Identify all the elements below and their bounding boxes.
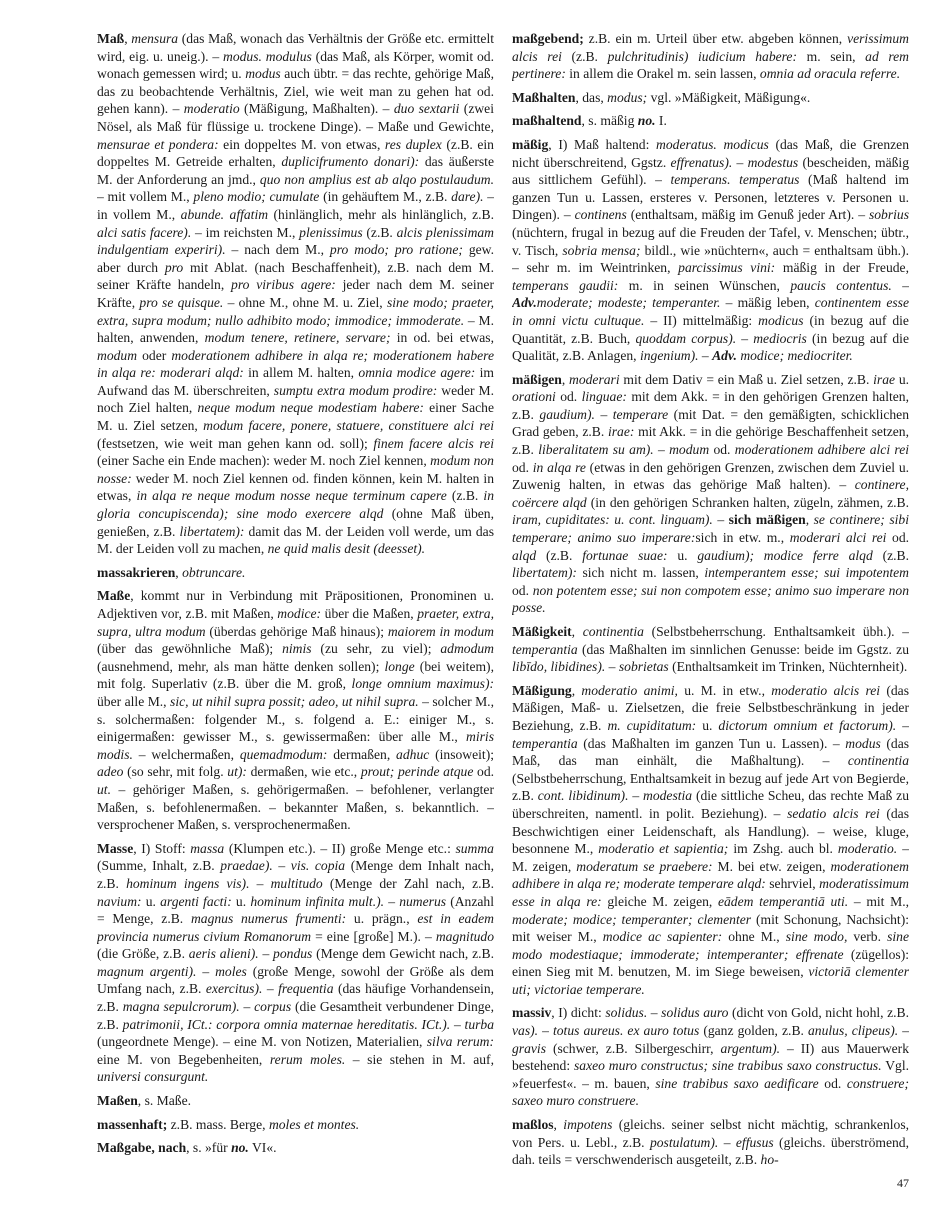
entry-definition: , obtruncare. bbox=[175, 564, 246, 580]
entry-headword: massiv bbox=[512, 1005, 552, 1021]
entry-headword: Maßen bbox=[97, 1093, 138, 1109]
entry-headword: Masse bbox=[97, 840, 134, 856]
entry-headword: mäßig bbox=[512, 136, 549, 152]
dictionary-entry bbox=[512, 30, 909, 83]
entry-headword: massenhaft; bbox=[97, 1116, 168, 1132]
entry-definition: , s. mäßig no. I. bbox=[581, 113, 667, 129]
left-column bbox=[97, 30, 494, 1180]
entry-headword: Mäßigkeit bbox=[512, 624, 572, 639]
entry-definition: , moderatio animi, u. M. in etw., moderatio alcis rei (das Mäßigen, Maß- u. Zielsetzen, die freie Selbstbeschränkung in jeder Beziehung, z.B. m. cupiditatum: u. dictorum omnium et factorum). – temperantia (das Maßhalten im ganzen Tun u. Lassen). – modus (das Maß, das man einhält, die Maßhaltung). – continentia (Selbstbeherrschung, Enthaltsamkeit in bezug auf jede Art von Begierde, z.B. cont. libidinum). – modestia (die sittliche Scheu, das rechte Maß zu überschreiten, namentl. in polit. Beziehung). – sedatio alcis rei (das Beschwichtigen einer Leidenschaft, als Handlung). – weise, kluge, besonnene M., moderatio et sapientia; im Zshg. auch bl. moderatio. – M. zeigen, moderatum se praebere: M. bei etw. zeigen, moderationem adhibere in alqa re; moderate temperare alqd: sehrviel, moderatissimum esse in alqa re: gleiche M. zeigen, eādem temperantiā uti. – mit M., moderate; modice; temperanter; clementer (mit Schonung, Nachsicht): mit weiser M., modice ac sapienter: ohne M., sine modo, verb. sine modo modestiaque; immoderate; intemperanter; effrenate (zügellos): einen Sieg mit M. benutzen, M. im Siege beweisen, victoriā clementer uti; victoriae temperare. bbox=[512, 682, 909, 997]
entry-definition: z.B. ein m. Urteil über etw. abgeben können, verissimum alcis rei (z.B. pulchritudinis) iudicium habere: m. sein, ad rem pertinere: in allem die Orakel m. sein lassen, omnia ad oracula referre. bbox=[512, 31, 909, 82]
dictionary-entry bbox=[512, 371, 909, 617]
dictionary-entry bbox=[512, 1116, 909, 1169]
dictionary-entry bbox=[97, 840, 494, 1086]
dictionary-entry bbox=[512, 1004, 909, 1110]
entry-headword: Mäßigung bbox=[512, 682, 572, 698]
right-column bbox=[512, 30, 909, 1180]
entry-headword: mäßigen bbox=[512, 371, 562, 387]
entry-headword: Maßhalten bbox=[512, 89, 576, 105]
entry-definition: z.B. mass. Berge, moles et montes. bbox=[167, 1116, 360, 1132]
entry-definition: , impotens (gleichs. seiner selbst nicht mächtig, schrankenlos, von Pers. u. Lebl., z.B. postulatum). – effusus (gleichs. überströmend, dah. teils = verschwenderisch ausgeteilt, z.B. ho- bbox=[512, 1117, 909, 1168]
entry-headword: Maßgabe, nach bbox=[97, 1140, 187, 1156]
dictionary-entry bbox=[512, 682, 909, 999]
entry-headword: maßlos bbox=[512, 1117, 554, 1133]
dictionary-page bbox=[97, 30, 909, 1180]
dictionary-entry bbox=[97, 1092, 494, 1110]
dictionary-entry bbox=[512, 89, 909, 107]
entry-definition: , das, modus; vgl. »Mäßigkeit, Mäßigung«. bbox=[575, 89, 811, 105]
dictionary-entry bbox=[97, 1139, 494, 1157]
entry-definition: , I) Stoff: massa (Klumpen etc.). – II) große Menge etc.: summa (Summe, Inhalt, z.B. praedae). – vis. copia (Menge dem Inhalt nach, z.B. hominum ingens vis). – multitudo (Menge der Zahl nach, z.B. navium: u. argenti facti: u. hominum infinita mult.). – numerus (Anzahl = Menge, z.B. magnus numerus frumenti: u. prägn., est in eadem provincia numerus civium Romanorum = eine [große] M.). – magnitudo (die Größe, z.B. aeris alieni). – pondus (Menge dem Gewicht nach, z.B. magnum argenti). – moles (große Menge, sowohl der Größe als dem Umfang nach, z.B. exercitus). – frequentia (das häufige Vorhandensein, z.B. magna sepulcrorum). – corpus (die Gesamtheit verbundener Dinge, z.B. patrimonii, ICt.: corpora omnia maternae hereditatis. ICt.). – turba (ungeordnete Menge). – eine M. von Notizen, Materialien, silva rerum: eine M. von Begebenheiten, rerum moles. – sie stehen in M. auf, universi consurgunt. bbox=[97, 840, 494, 1085]
entry-definition: , s. »für no. VI«. bbox=[186, 1140, 277, 1156]
dictionary-entry bbox=[97, 564, 494, 582]
entry-definition: , I) dicht: solidus. – solidus auro (dicht von Gold, nicht hohl, z.B. vas). – totus aureus. ex auro totus (ganz golden, z.B. anulus, clipeus). – gravis (schwer, z.B. Silbergeschirr, argentum). – II) aus Mauerwerk bestehend: saxeo muro constructus; sine trabibus saxo constructus. Vgl. »feuerfest«. – m. bauen, sine trabibus saxo aedificare od. construere; saxeo muro construere. bbox=[512, 1005, 909, 1109]
dictionary-entry bbox=[97, 30, 494, 558]
entry-headword: maßgebend; bbox=[512, 31, 584, 46]
entry-definition: , mensura (das Maß, wonach das Verhältnis der Größe etc. ermittelt wird, eig. u. uneig.). – modus. modulus (das Maß, als Körper, womit od. wonach gemessen wird; u. modus auch übtr. = das rechte, gehörige Maß, das zu beobachtende Verhältnis, Ziel, wie weit man zu gehen hat od. gehen kann). – moderatio (Mäßigung, Maßhalten). – duo sextarii (zwei Nösel, als Maß für flüssige u. trockene Dinge). – Maße und Gewichte, mensurae et pondera: ein doppeltes M. von etwas, res duplex (z.B. ein doppeltes M. Getreide erhalten, duplicifrumento donari): das äußerste M. der Anforderung an jmd., quo non amplius est ab alqo postulaudum. – mit vollem M., pleno modio; cumulate (in gehäuftem M., z.B. dare). – in vollem M., abunde. affatim (hinlänglich, mehr als hinlänglich, z.B. alci satis facere). – im reichsten M., plenissimus (z.B. alcis plenissimam indulgentiam experiri). – nach dem M., pro modo; pro ratione; gew. aber durch pro mit Ablat. (nach Beschaffenheit), z.B. nach dem M. seiner Kräfte handeln, pro viribus agere: jeder nach dem M. seiner Kräfte, pro se quisque. – ohne M., ohne M. u. Ziel, sine modo; praeter, extra, supra modum; nullo adhibito modo; immodice; immoderate. – M. halten, anwenden, modum tenere, retinere, servare; in od. bei etwas, modum oder moderationem adhibere in alqa re; moderationem habere in alqa re: moderari alqd: in allem M. halten, omnia modice agere: im Aufwand das M. überschreiten, sumptu extra modum prodire: weder M. noch Ziel halten, neque modum neque modestiam habere: einer Sache M. u. Ziel setzen, modum facere, ponere, statuere, constituere alci rei (festsetzen, wie weit man gehen kann od. soll); finem facere alcis rei (einer Sache ein Ende machen): weder M. noch Ziel kennen, modum non nosse: weder M. noch Ziel kennen od. finden können, kein M. halten in etwas, in alqa re neque modum nosse neque terminum capere (z.B. in gloria concupiscenda); sine modo exercere alqd (ohne Maß üben, genießen, z.B. libertatem): damit das M. der Leiden voll werde, um das M. der Leiden voll zu machen, ne quid malis desit (deesset). bbox=[97, 31, 494, 557]
entry-headword: Maß bbox=[97, 31, 125, 46]
entry-headword: maßhaltend bbox=[512, 113, 582, 129]
entry-headword: massakrieren bbox=[97, 564, 176, 580]
entry-definition: , moderari mit dem Dativ = ein Maß u. Ziel setzen, z.B. irae u. orationi od. linguae: mit dem Akk. = in den gehörigen Grenzen halten, z.B. gaudium). – temperare (mit Dat. = den gemäßigten, schicklichen Grad geben, z.B. irae: mit Akk. = in die gehörige Beschaffenheit setzen, z.B. liberalitatem su am). – modum od. moderationem adhibere alci rei od. in alqa re (etwas in den gehörigen Grenzen, zwischen dem Zuviel u. Zuwenig halten, in etwas das gehörige Maß halten). – continere, coërcere alqd (in den gehörigen Schranken halten, zügeln, zähmen, z.B. iram, cupiditates: u. cont. linguam). – sich mäßigen, se continere; sibi temperare; animo suo imperare:sich in etw. m., moderari alci rei od. alqd (z.B. fortunae suae: u. gaudium); modice ferre alqd (z.B. libertatem): sich nicht m. lassen, intemperantem esse; sui impotentem od. non potentem esse; sui non compotem esse; animo suo imperare non posse. bbox=[512, 371, 909, 616]
entry-definition: , I) Maß haltend: moderatus. modicus (das Maß, die Grenzen nicht überschreitend, Ggstz. effrenatus). – modestus (bescheiden, mäßig aus sittlichem Gefühl). – temperans. temperatus (Maß haltend im ganzen Tun u. Lassen, ersteres v. Personen, letzteres v. Personen u. Dingen). – continens (enthaltsam, mäßig im Genuß jeder Art). – sobrius (nüchtern, frugal in bezug auf die Freuden der Tafel, v. Menschen; übtr., v. Tisch, sobria mensa; bildl., wie »nüchtern«, auch = enthaltsam übh.). – sehr m. im Weintrinken, parcissimus vini: mäßig in der Freude, temperans gaudii: m. in seinen Wünschen, paucis contentus. – Adv.moderate; modeste; temperanter. – mäßig leben, continentem esse in omni victu cultuque. – II) mittelmäßig: modicus (in bezug auf die Quantität, z.B. Buch, quoddam corpus). – mediocris (in bezug auf die Qualität, z.B. Anlagen, ingenium). – Adv. modice; mediocriter. bbox=[512, 136, 909, 364]
entry-definition: , kommt nur in Verbindung mit Präpositionen, Pronominen u. Adjektiven vor, z.B. mit Maßen, modice: über die Maßen, praeter, extra, supra, ultra modum (überdas gehörige Maß hinaus); maiorem in modum (über das gewöhnliche Maß); nimis (zu sehr, zu viel); admodum (ausnehmend, mehr, als man hätte denken sollen); longe (bei weitem), mit folg. Superlativ (z.B. über die M. groß, longe omnium maximus): über alle M., sic, ut nihil supra possit; adeo, ut nihil supra. – solcher M., s. solchermaßen: folgender M., s. folgend a. E.: einiger M., s. einigermaßen: gewisser M., s. gewissermaßen: über alle M., miris modis. – welchermaßen, quemadmodum: dermaßen, adhuc (insoweit); adeo (so sehr, mit folg. ut): dermaßen, wie etc., prout; perinde atque od. ut. – gehöriger Maßen, s. gehörigermaßen. – befohlener, verlangter Maßen, s. befohlenermaßen. – bekannter Maßen, s. bekanntlich. – versprochener Maßen, s. versprochenermaßen. bbox=[97, 588, 494, 833]
dictionary-entry bbox=[97, 1116, 494, 1134]
entry-headword: Maße bbox=[97, 588, 131, 604]
dictionary-entry bbox=[512, 136, 909, 365]
page-number: 47 bbox=[897, 1176, 909, 1190]
entry-definition: , s. Maße. bbox=[137, 1093, 192, 1109]
dictionary-entry bbox=[97, 587, 494, 833]
dictionary-entry bbox=[512, 112, 909, 130]
entry-definition: , continentia (Selbstbeherrschung. Enthaltsamkeit übh.). – temperantia (das Maßhalten im sinnlichen Genusse: beide im Ggstz. zu libīdo, libidines). – sobrietas (Enthaltsamkeit im Trinken, Nüchternheit). bbox=[512, 624, 909, 675]
dictionary-entry bbox=[512, 623, 909, 676]
